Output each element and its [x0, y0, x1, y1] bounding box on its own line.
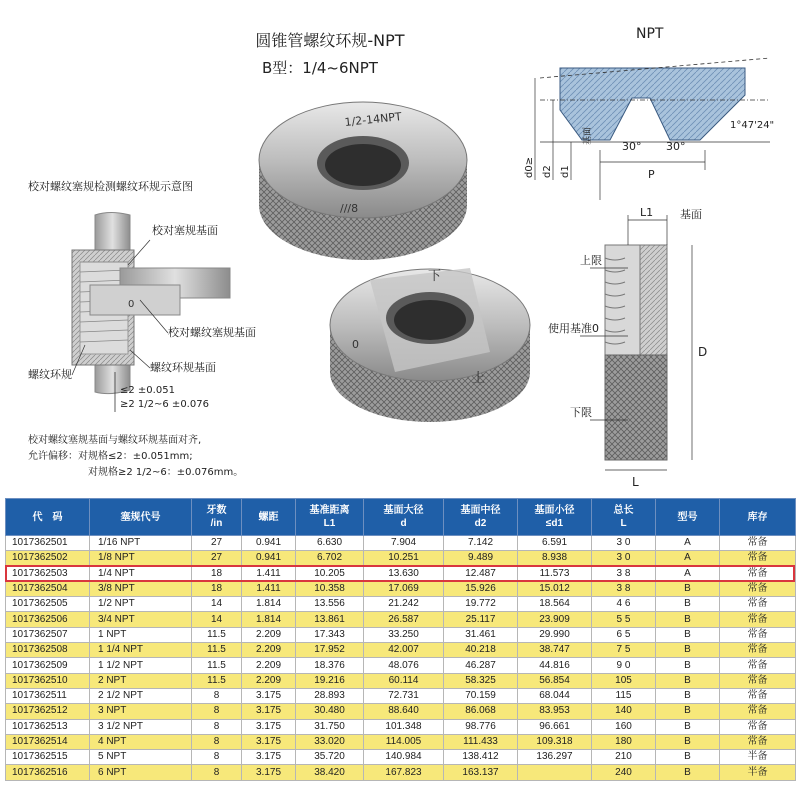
- table-cell: 15.926: [444, 581, 518, 596]
- column-header: 库存: [720, 499, 796, 536]
- table-cell: 11.5: [192, 643, 242, 658]
- table-cell: 1 1/2 NPT: [90, 658, 192, 673]
- table-cell: 常备: [720, 704, 796, 719]
- table-row: [6, 643, 796, 658]
- table-cell: 11.5: [192, 673, 242, 688]
- note-line-1: 校对螺纹塞规基面与螺纹环规基面对齐,: [28, 435, 202, 446]
- table-cell: A: [656, 566, 720, 581]
- table-cell: [518, 765, 592, 780]
- npt-title: NPT: [636, 26, 664, 42]
- table-cell: 18.376: [296, 658, 364, 673]
- table-cell: 3 0: [592, 536, 656, 551]
- table-cell: 40.218: [444, 643, 518, 658]
- table-cell: 1017362515: [6, 750, 90, 765]
- table-cell: 60.114: [364, 673, 444, 688]
- table-cell: 1 NPT: [90, 627, 192, 642]
- tolerance-2: ≥2 1/2~6 ±0.076: [120, 399, 209, 410]
- table-cell: 常备: [720, 566, 796, 581]
- column-header: 型号: [656, 499, 720, 536]
- table-cell: 19.216: [296, 673, 364, 688]
- note-line-3: 对规格≥2 1/2~6：±0.076mm。: [88, 467, 244, 478]
- table-cell: 17.952: [296, 643, 364, 658]
- table-cell: 15.012: [518, 581, 592, 596]
- table-cell: 11.573: [518, 566, 592, 581]
- table-cell: 1 1/4 NPT: [90, 643, 192, 658]
- table-cell: 常备: [720, 597, 796, 612]
- table-cell: 7.904: [364, 536, 444, 551]
- table-cell: 3 NPT: [90, 704, 192, 719]
- table-cell: 1017362514: [6, 734, 90, 749]
- table-cell: 1017362504: [6, 581, 90, 596]
- table-cell: 1.411: [242, 566, 296, 581]
- table-row: [6, 673, 796, 688]
- table-cell: 25.117: [444, 612, 518, 627]
- table-cell: 31.461: [444, 627, 518, 642]
- table-cell: 6 5: [592, 627, 656, 642]
- column-header: 基面中径 d2: [444, 499, 518, 536]
- table-cell: 1017362508: [6, 643, 90, 658]
- table-cell: 10.251: [364, 551, 444, 566]
- d0-label: d0≥: [524, 156, 535, 178]
- table-cell: 3 1/2 NPT: [90, 719, 192, 734]
- table-cell: 1017362516: [6, 765, 90, 780]
- gauge-mark-lower: 下: [428, 269, 442, 284]
- table-cell: 38.420: [296, 765, 364, 780]
- table-cell: 109.318: [518, 734, 592, 749]
- ring-label: 螺纹环规: [28, 368, 72, 381]
- table-cell: 114.005: [364, 734, 444, 749]
- table-cell: 68.044: [518, 688, 592, 703]
- table-cell: 18: [192, 581, 242, 596]
- table-cell: 3/4 NPT: [90, 612, 192, 627]
- spec-table: [5, 498, 796, 781]
- table-row: [6, 597, 796, 612]
- table-cell: 23.909: [518, 612, 592, 627]
- table-cell: 2.209: [242, 673, 296, 688]
- table-cell: 6.591: [518, 536, 592, 551]
- table-cell: 140: [592, 704, 656, 719]
- table-cell: 111.433: [444, 734, 518, 749]
- table-cell: 101.348: [364, 719, 444, 734]
- table-cell: 180: [592, 734, 656, 749]
- table-cell: 2.209: [242, 627, 296, 642]
- table-cell: 2 1/2 NPT: [90, 688, 192, 703]
- table-cell: 5 NPT: [90, 750, 192, 765]
- page-subtitle: B型：1/4~6NPT: [262, 59, 378, 77]
- ring-gauge-bottom: [330, 268, 530, 422]
- table-cell: 1017362506: [6, 612, 90, 627]
- table-cell: 10.205: [296, 566, 364, 581]
- table-cell: B: [656, 750, 720, 765]
- table-cell: A: [656, 536, 720, 551]
- gauge-mark-zero: 0: [352, 338, 359, 351]
- table-cell: 1017362512: [6, 704, 90, 719]
- table-cell: 1017362505: [6, 597, 90, 612]
- angle-left: 30°: [622, 140, 642, 153]
- table-cell: 1/8 NPT: [90, 551, 192, 566]
- left-diagram: [72, 213, 230, 413]
- table-cell: 56.854: [518, 673, 592, 688]
- table-cell: 163.137: [444, 765, 518, 780]
- table-cell: 138.412: [444, 750, 518, 765]
- table-cell: 1/2 NPT: [90, 597, 192, 612]
- table-cell: 30.480: [296, 704, 364, 719]
- table-cell: 3.175: [242, 765, 296, 780]
- table-cell: 13.556: [296, 597, 364, 612]
- table-cell: B: [656, 688, 720, 703]
- length-label: L: [632, 475, 639, 489]
- section-base-label: 基面: [680, 208, 702, 221]
- table-cell: 21.242: [364, 597, 444, 612]
- table-cell: B: [656, 627, 720, 642]
- table-cell: 常备: [720, 581, 796, 596]
- table-row: [6, 765, 796, 780]
- table-cell: 33.250: [364, 627, 444, 642]
- table-cell: 14: [192, 612, 242, 627]
- table-body: [6, 536, 796, 781]
- table-row: [6, 581, 796, 596]
- column-header: 代 码: [6, 499, 90, 536]
- table-cell: 17.069: [364, 581, 444, 596]
- table-row: [6, 750, 796, 765]
- table-cell: 29.990: [518, 627, 592, 642]
- table-cell: 6.702: [296, 551, 364, 566]
- table-cell: 1017362509: [6, 658, 90, 673]
- npt-profile: [524, 26, 774, 200]
- table-cell: 3 8: [592, 566, 656, 581]
- table-cell: 常备: [720, 551, 796, 566]
- table-cell: 115: [592, 688, 656, 703]
- table-cell: 1/4 NPT: [90, 566, 192, 581]
- table-cell: 167.823: [364, 765, 444, 780]
- table-cell: 13.861: [296, 612, 364, 627]
- table-cell: A: [656, 551, 720, 566]
- table-row: [6, 719, 796, 734]
- table-cell: 常备: [720, 719, 796, 734]
- table-cell: 11.5: [192, 627, 242, 642]
- table-cell: 8: [192, 734, 242, 749]
- table-row: [6, 704, 796, 719]
- table-cell: 88.640: [364, 704, 444, 719]
- table-row: [6, 566, 796, 581]
- table-cell: 3.175: [242, 704, 296, 719]
- table-cell: 70.159: [444, 688, 518, 703]
- pitch-label: P: [648, 168, 655, 181]
- table-cell: 240: [592, 765, 656, 780]
- diameter-label: D: [698, 345, 708, 359]
- table-cell: 常备: [720, 658, 796, 673]
- table-cell: 1017362510: [6, 673, 90, 688]
- table-cell: 1.814: [242, 597, 296, 612]
- table-cell: 1017362513: [6, 719, 90, 734]
- gauge-engraving: 1/2-14NPT: [343, 110, 403, 129]
- column-header: 基准距离 L1: [296, 499, 364, 536]
- table-cell: 常备: [720, 643, 796, 658]
- table-cell: 14: [192, 597, 242, 612]
- npt-base-label: 基面: [583, 126, 593, 145]
- table-row: [6, 688, 796, 703]
- table-cell: 3.175: [242, 688, 296, 703]
- table-cell: 2.209: [242, 658, 296, 673]
- table-cell: 136.297: [518, 750, 592, 765]
- table-cell: 58.325: [444, 673, 518, 688]
- table-cell: 3/8 NPT: [90, 581, 192, 596]
- table-cell: 42.007: [364, 643, 444, 658]
- table-cell: 31.750: [296, 719, 364, 734]
- table-cell: 28.893: [296, 688, 364, 703]
- table-cell: 常备: [720, 688, 796, 703]
- table-cell: 1.411: [242, 581, 296, 596]
- table-cell: 8: [192, 719, 242, 734]
- table-cell: 86.068: [444, 704, 518, 719]
- table-cell: 1.814: [242, 612, 296, 627]
- table-cell: 常备: [720, 673, 796, 688]
- ring-section: [548, 206, 707, 489]
- gauge-mark-upper: 上: [472, 371, 486, 386]
- table-cell: 常备: [720, 612, 796, 627]
- table-cell: 44.816: [518, 658, 592, 673]
- table-cell: 常备: [720, 627, 796, 642]
- table-cell: 半备: [720, 750, 796, 765]
- upper-limit-label: 上限: [580, 254, 602, 267]
- table-cell: B: [656, 581, 720, 596]
- check-base-label: 校对螺纹塞规基面: [168, 326, 256, 339]
- table-cell: 1017362501: [6, 536, 90, 551]
- ring-gauge-top: [259, 102, 467, 260]
- table-cell: 4 6: [592, 597, 656, 612]
- table-cell: 46.287: [444, 658, 518, 673]
- table-cell: B: [656, 765, 720, 780]
- table-cell: 9 0: [592, 658, 656, 673]
- table-cell: 35.720: [296, 750, 364, 765]
- table-cell: 1017362502: [6, 551, 90, 566]
- table-cell: 6 NPT: [90, 765, 192, 780]
- table-cell: B: [656, 658, 720, 673]
- lower-limit-label: 下限: [570, 406, 592, 419]
- table-cell: 1/16 NPT: [90, 536, 192, 551]
- table-cell: 半备: [720, 765, 796, 780]
- table-cell: 140.984: [364, 750, 444, 765]
- table-cell: 18: [192, 566, 242, 581]
- table-row: [6, 734, 796, 749]
- table-header: [6, 499, 796, 536]
- table-cell: 2.209: [242, 643, 296, 658]
- diagram-zero: 0: [128, 299, 135, 310]
- table-cell: 27: [192, 551, 242, 566]
- tolerance-1: ≤2 ±0.051: [120, 385, 175, 396]
- table-cell: 18.564: [518, 597, 592, 612]
- table-cell: 常备: [720, 734, 796, 749]
- table-cell: 3 8: [592, 581, 656, 596]
- table-cell: 98.776: [444, 719, 518, 734]
- plug-base-label: 校对塞规基面: [152, 224, 218, 237]
- table-cell: B: [656, 643, 720, 658]
- gauge-mark: ///8: [340, 202, 359, 215]
- table-cell: 27: [192, 536, 242, 551]
- table-cell: 13.630: [364, 566, 444, 581]
- table-cell: 3 0: [592, 551, 656, 566]
- table-cell: 8: [192, 765, 242, 780]
- table-cell: B: [656, 734, 720, 749]
- column-header: 螺距: [242, 499, 296, 536]
- angle-right: 30°: [666, 140, 686, 153]
- column-header: 总长 L: [592, 499, 656, 536]
- table-cell: 11.5: [192, 658, 242, 673]
- table-cell: 17.343: [296, 627, 364, 642]
- table-cell: 3.175: [242, 719, 296, 734]
- table-cell: 7 5: [592, 643, 656, 658]
- table-cell: B: [656, 719, 720, 734]
- table-cell: 9.489: [444, 551, 518, 566]
- use-base-label: 使用基准0: [548, 322, 599, 335]
- table-cell: 5 5: [592, 612, 656, 627]
- table-cell: 常备: [720, 536, 796, 551]
- table-cell: 6.630: [296, 536, 364, 551]
- table-cell: 19.772: [444, 597, 518, 612]
- table-cell: B: [656, 704, 720, 719]
- table-cell: B: [656, 612, 720, 627]
- table-cell: 0.941: [242, 536, 296, 551]
- table-cell: 1017362511: [6, 688, 90, 703]
- table-cell: 3.175: [242, 734, 296, 749]
- table-cell: 96.661: [518, 719, 592, 734]
- table-row: [6, 612, 796, 627]
- table-row: [6, 627, 796, 642]
- table-row: [6, 536, 796, 551]
- table-cell: 1017362503: [6, 566, 90, 581]
- table-cell: 8: [192, 688, 242, 703]
- page-title: 圆锥管螺纹环规-NPT: [255, 31, 405, 50]
- table-cell: 0.941: [242, 551, 296, 566]
- table-cell: 3.175: [242, 750, 296, 765]
- table-cell: 160: [592, 719, 656, 734]
- table-cell: 8: [192, 750, 242, 765]
- d1-label: d1: [560, 165, 571, 178]
- left-diagram-caption: 校对螺纹塞规检测螺纹环规示意图: [28, 180, 193, 193]
- table-cell: B: [656, 597, 720, 612]
- d2-label: d2: [542, 165, 553, 178]
- table-cell: 10.358: [296, 581, 364, 596]
- note-line-2: 允许偏移：对规格≤2：±0.051mm;: [28, 451, 193, 462]
- table-cell: 8: [192, 704, 242, 719]
- table-cell: 2 NPT: [90, 673, 192, 688]
- table-cell: 12.487: [444, 566, 518, 581]
- column-header: 基面小径 ≤d1: [518, 499, 592, 536]
- table-cell: B: [656, 673, 720, 688]
- table-cell: 4 NPT: [90, 734, 192, 749]
- table-row: [6, 551, 796, 566]
- table-cell: 48.076: [364, 658, 444, 673]
- table-cell: 72.731: [364, 688, 444, 703]
- column-header: 牙数 /in: [192, 499, 242, 536]
- l1-label: L1: [640, 206, 654, 219]
- taper-angle: 1°47'24": [730, 120, 775, 131]
- table-cell: 8.938: [518, 551, 592, 566]
- table-cell: 38.747: [518, 643, 592, 658]
- ring-base-label: 螺纹环规基面: [150, 361, 216, 374]
- column-header: 基面大径 d: [364, 499, 444, 536]
- table-cell: 26.587: [364, 612, 444, 627]
- table-cell: 7.142: [444, 536, 518, 551]
- table-cell: 1017362507: [6, 627, 90, 642]
- table-cell: 33.020: [296, 734, 364, 749]
- table-cell: 210: [592, 750, 656, 765]
- column-header: 塞规代号: [90, 499, 192, 536]
- table-cell: 83.953: [518, 704, 592, 719]
- table-row: [6, 658, 796, 673]
- table-cell: 105: [592, 673, 656, 688]
